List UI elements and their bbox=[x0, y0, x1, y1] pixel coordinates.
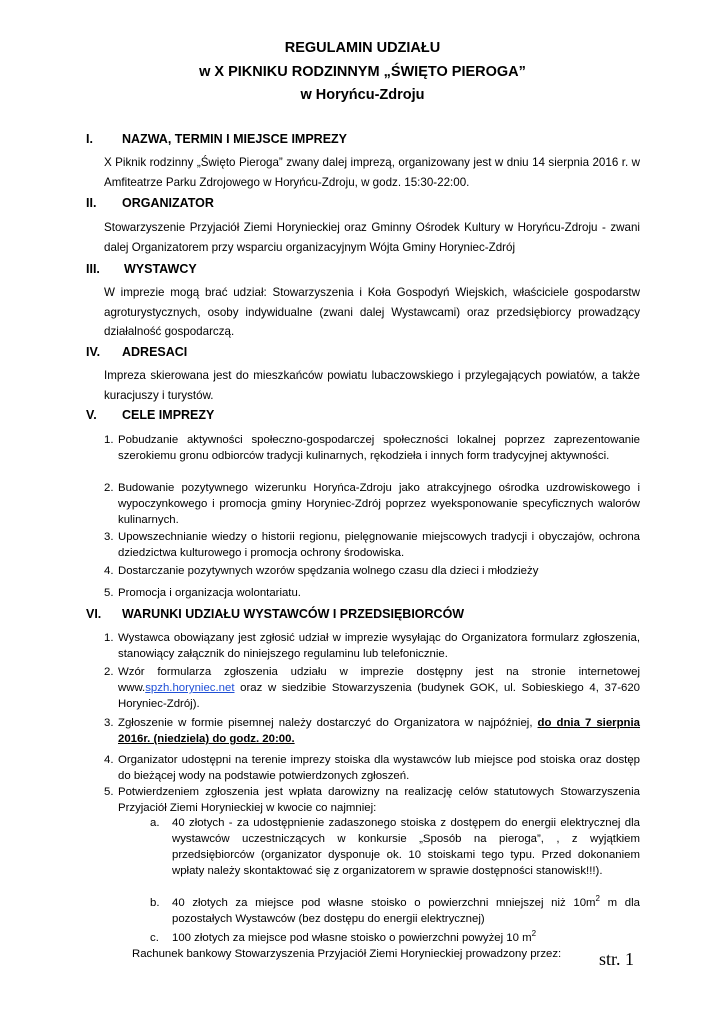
section-title: NAZWA, TERMIN I MIEJSCE IMPREZY bbox=[122, 132, 348, 146]
section-number: III. bbox=[86, 262, 100, 276]
list-text: Upowszechnianie wiedzy o historii regionu, pielęgnowanie miejscowych tradycji i obyczajów, ochrona dziedzictwa kulturowego i promocja ochrony środowiska. bbox=[118, 531, 640, 559]
section-title: ORGANIZATOR bbox=[122, 196, 214, 210]
sub-list-text bbox=[172, 895, 640, 927]
text-part: m dla pozostałych Wystawców (bez dostępu do energii elektrycznej) bbox=[172, 897, 640, 925]
document-title-line-3: w Horyńcu-Zdroju bbox=[300, 87, 425, 103]
list-number: 4. bbox=[104, 754, 114, 766]
list-number: 3. bbox=[104, 717, 114, 729]
bank-account-text: Rachunek bankowy Stowarzyszenia Przyjaciół Ziemi Horynieckiej prowadzony przez: bbox=[132, 948, 562, 960]
superscript: 2 bbox=[595, 894, 600, 904]
website-link[interactable]: spzh.horyniec.net bbox=[145, 682, 235, 694]
list-text bbox=[118, 715, 640, 747]
list-number: 1. bbox=[104, 632, 114, 644]
section-number: I. bbox=[86, 132, 93, 146]
deadline-text: do dnia 7 sierpnia 2016r. (niedziela) do godz. 20:00. bbox=[118, 717, 641, 745]
section-1-text: X Piknik rodzinny „Święto Pieroga” zwany dalej imprezą, organizowany jest w dniu 14 sierpnia 2016 r. w Amfiteatrze Parku Zdrojowego w Horyńcu-Zdroju, w godz. 15:30-22:00. bbox=[104, 156, 640, 189]
list-text: Promocja i organizacja wolontariatu. bbox=[118, 587, 301, 599]
section-4-text: Impreza skierowana jest do mieszkańców powiatu lubaczowskiego i przylegających powiatów, a także kuracjuszy i turystów. bbox=[104, 369, 640, 402]
list-number: 2. bbox=[104, 666, 114, 678]
list-number: 5. bbox=[104, 587, 114, 599]
list-number: 4. bbox=[104, 565, 114, 577]
section-number: II. bbox=[86, 196, 97, 210]
list-text: Wystawca obowiązany jest zgłosić udział w imprezie wysyłając do Organizatora formularz zgłoszenia, stanowiący załącznik do niniejszego regulaminu lub telefonicznie. bbox=[118, 632, 640, 660]
section-number: IV. bbox=[86, 345, 101, 359]
list-text: Pobudzanie aktywności społeczno-gospodarczej społeczności lokalnej poprzez zaprezentowanie szerokiemu gronu odbiorców tradycji kulinarnych, rękodzieła i innych form tradycyjnej aktywności. bbox=[118, 434, 640, 462]
text-part: 40 złotych za miejsce pod własne stoisko o powierzchni mniejszej niż 10m bbox=[172, 897, 596, 909]
superscript: 2 bbox=[531, 929, 537, 939]
document-title-line-2: w X PIKNIKU RODZINNYM „ŚWIĘTO PIEROGA” bbox=[199, 64, 526, 80]
list-number: 2. bbox=[104, 482, 114, 494]
list-text: Organizator udostępni na terenie imprezy stoiska dla wystawców lub miejsce pod stoiska oraz dostęp do bieżącej wody na podstawie potwierdzonych zgłoszeń. bbox=[118, 754, 640, 782]
sub-list-letter: c. bbox=[150, 932, 159, 944]
sub-list-letter: b. bbox=[150, 897, 160, 909]
text-part: oraz w siedzibie Stowarzyszenia (budynek GOK, ul. Sobieskiego 4, 37-620 Horyniec-Zdrój). bbox=[118, 682, 640, 710]
section-title: WARUNKI UDZIAŁU WYSTAWCÓW I PRZEDSIĘBIORCÓW bbox=[122, 607, 465, 621]
list-text bbox=[118, 664, 640, 712]
text-part: Zgłoszenie w formie pisemnej należy dostarczyć do Organizatora w najpóźniej, bbox=[118, 717, 538, 729]
section-title: CELE IMPREZY bbox=[122, 408, 215, 422]
section-2-text: Stowarzyszenie Przyjaciół Ziemi Horynieckiej oraz Gminny Ośrodek Kultury w Horyńcu-Zdroju - zwani dalej Organizatorem przy wsparciu organizacyjnym Wójta Gminy Horyniec-Zdrój bbox=[104, 221, 640, 254]
page-number: str. 1 bbox=[599, 949, 635, 969]
list-text: Dostarczanie pozytywnych wzorów spędzania wolnego czasu dla dzieci i młodzieży bbox=[118, 565, 539, 577]
section-number: V. bbox=[86, 408, 97, 422]
text-part: Wzór formularza zgłoszenia udziału w imprezie dostępny jest na stronie internetowej www. bbox=[118, 666, 640, 694]
section-title: WYSTAWCY bbox=[124, 262, 197, 276]
list-number: 3. bbox=[104, 531, 114, 543]
list-text: Budowanie pozytywnego wizerunku Horyńca-Zdroju jako atrakcyjnego ośrodka uzdrowiskowego i wypoczynkowego i promocja gminy Horyniec-Zdrój poprzez wyeksponowanie specyficznych walorów kulinarnych. bbox=[118, 482, 640, 526]
section-3-text: W imprezie mogą brać udział: Stowarzyszenia i Koła Gospodyń Wiejskich, właściciele gospodarstw agroturystycznych, osoby indywidualne (zwani dalej Wystawcami) oraz przedsiębiorcy prowadzący działalność gospodarczą. bbox=[104, 286, 640, 338]
section-title: ADRESACI bbox=[122, 345, 188, 359]
section-number: VI. bbox=[86, 607, 102, 621]
list-number: 1. bbox=[104, 434, 114, 446]
list-text: Potwierdzeniem zgłoszenia jest wpłata darowizny na realizację celów statutowych Stowarzyszenia Przyjaciół Ziemi Horynieckiej w kwocie co najmniej: bbox=[118, 786, 640, 814]
sub-list-text: 40 złotych - za udostępnienie zadaszonego stoiska z dostępem do energii elektrycznej dla wystawców uczestniczących w konkursie „Sposób na pieroga”, , z wyjątkiem przedsiębiorców (organizator dysponuje ok. 10 stoiskami tego typu. Przed dokonaniem wpłaty należy skontaktować się z organizatorem w sprawie dostępności stanowisk!!!). bbox=[172, 817, 640, 877]
document-title-line-1: REGULAMIN UDZIAŁU bbox=[284, 40, 441, 56]
sub-list-text bbox=[172, 930, 640, 946]
sub-list-letter: a. bbox=[150, 817, 160, 829]
text-part: 100 złotych za miejsce pod własne stoisko o powierzchni powyżej 10 m bbox=[172, 932, 532, 944]
list-number: 5. bbox=[104, 786, 114, 798]
